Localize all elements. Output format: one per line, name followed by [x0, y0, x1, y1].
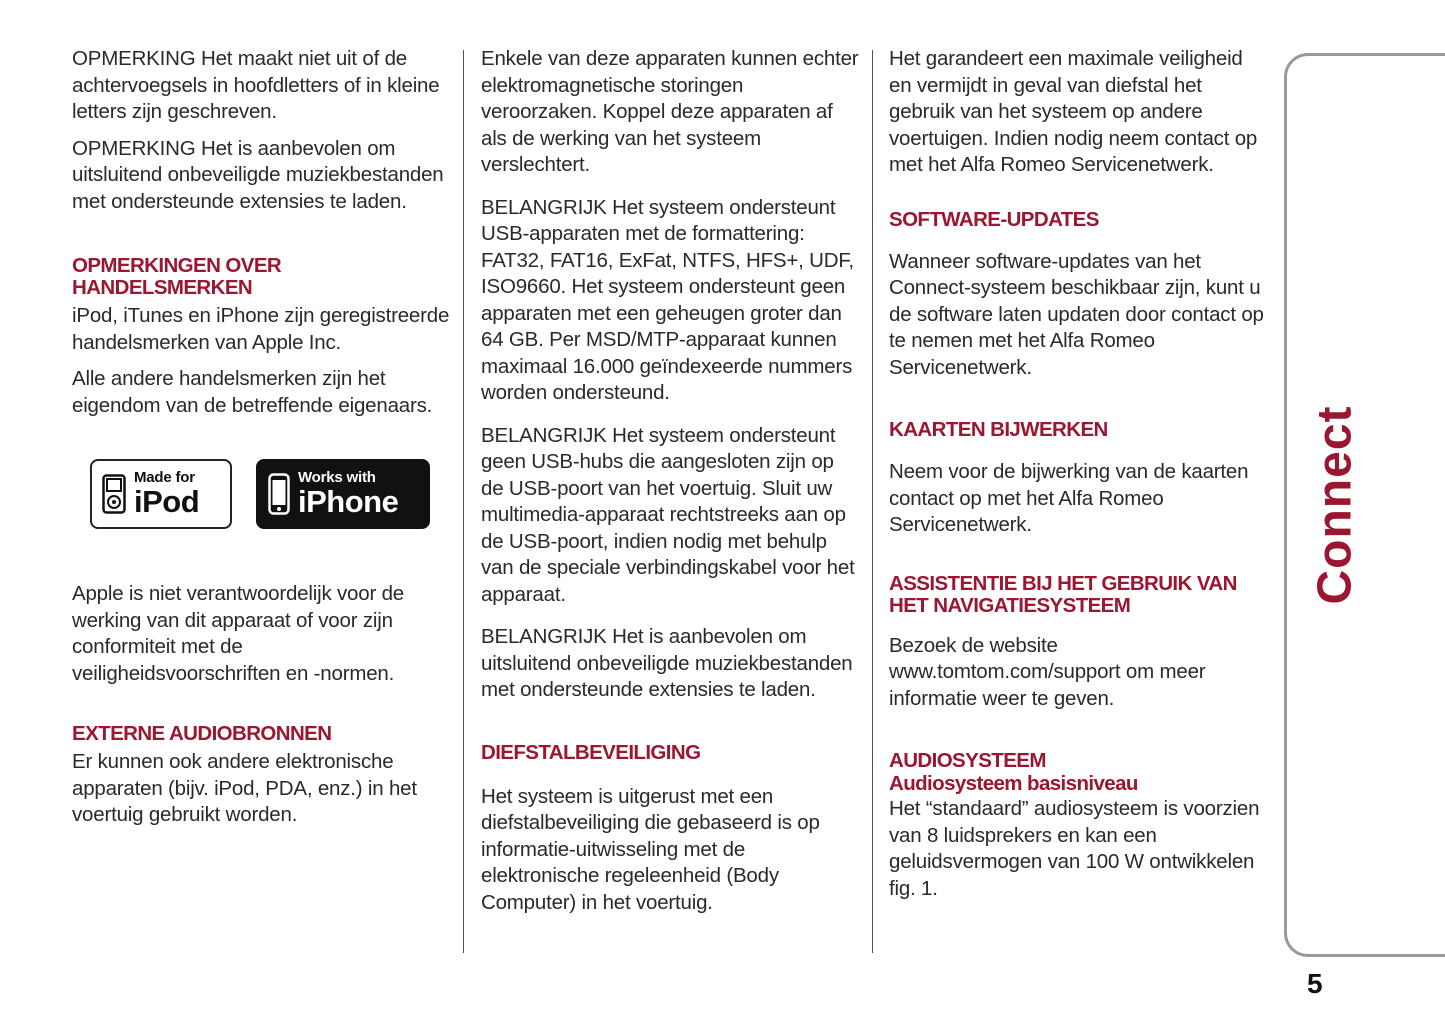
- usb-hubs-note: BELANGRIJK Het systeem ondersteunt geen USB-hubs die aangesloten zijn op de USB-poort van het voertuig. Sluit uw multimedia-apparaat rechtstreeks aan op de USB-poort, indien nodig met behulp van de speciale verbindingskabel voor het apparaat.: [481, 423, 855, 606]
- apple-logos: [90, 459, 452, 529]
- navigation-assist-text: Bezoek de website www.tomtom.com/support om meer informatie weer te geven.: [889, 633, 1206, 710]
- theft-protection-text: Het systeem is uitgerust met een diefstalbeveiliging die gebaseerd is op informatie-uitwisseling met de elektronische regeleenheid (Body Computer) in het voertuig.: [481, 784, 820, 914]
- usb-formats-note: BELANGRIJK Het systeem ondersteunt USB-apparaten met de formattering: FAT32, FAT16, ExFat, NTFS, HFS+, UDF, ISO9660. Het systeem ondersteunt geen apparaten met een geheugen groter dan 64 GB. Per MSD/MTP-apparaat kunnen maximaal 16.000 geïndexeerde nummers worden ondersteund.: [481, 195, 854, 404]
- logo-iphone-big-text: iPhone: [298, 484, 399, 519]
- logo-ipod-big-text: iPod: [134, 484, 200, 519]
- interference-warning: Enkele van deze apparaten kunnen echter elektromagnetische storingen veroorzaken. Koppel deze apparaten af als de werking van het systeem verslechtert.: [481, 47, 859, 176]
- subheading-audio-basic: Audiosysteem basisniveau: [889, 772, 1138, 795]
- column-3: [889, 46, 1269, 912]
- heading-trademarks: OPMERKINGEN OVER HANDELSMERKEN: [72, 254, 282, 299]
- ipod-device-icon: [102, 474, 126, 514]
- page-number: 5: [1307, 968, 1323, 999]
- works-with-iphone-logo: [256, 459, 430, 529]
- column-2: [481, 46, 861, 926]
- trademarks-apple: iPod, iTunes en iPhone zijn geregistreerde handelsmerken van Apple Inc.: [72, 304, 450, 354]
- heading-software-updates: SOFTWARE-UPDATES: [889, 207, 1099, 231]
- column-divider-2: [872, 50, 873, 953]
- column-divider-1: [463, 50, 464, 953]
- heading-theft-protection: DIEFSTALBEVEILIGING: [481, 740, 701, 764]
- logo-iphone-small-text: Works with: [298, 469, 376, 486]
- audio-system-text: Het “standaard” audiosysteem is voorzien van 8 luidsprekers en kan een geluidsvermogen van 100 W ontwikkelen fig. 1.: [889, 797, 1260, 900]
- chapter-tab-label: Connect: [1308, 405, 1362, 605]
- made-for-ipod-logo: [90, 459, 232, 529]
- column-1: [72, 46, 452, 839]
- update-maps-text: Neem voor de bijwerking van de kaarten contact op met het Alfa Romeo Servicenetwerk.: [889, 460, 1249, 536]
- heading-external-audio: EXTERNE AUDIOBRONNEN: [72, 722, 332, 745]
- note-suffix-case: OPMERKING Het maakt niet uit of de achtervoegsels in hoofdletters of in kleine letters zijn geschreven.: [72, 47, 440, 123]
- iphone-device-icon: [268, 473, 290, 515]
- trademarks-other: Alle andere handelsmerken zijn het eigendom van de betreffende eigenaars.: [72, 367, 433, 417]
- heading-audio-system: AUDIOSYSTEEM: [889, 749, 1046, 772]
- external-audio-text: Er kunnen ook andere elektronische apparaten (bijv. iPod, PDA, enz.) in het voertuig gebruikt worden.: [72, 750, 417, 826]
- software-updates-text: Wanneer software-updates van het Connect-systeem beschikbaar zijn, kunt u de software laten updaten door contact op te nemen met het Alfa Romeo Servicenetwerk.: [889, 249, 1264, 379]
- heading-update-maps: KAARTEN BIJWERKEN: [889, 418, 1108, 441]
- unprotected-files-note: BELANGRIJK Het is aanbevolen om uitsluitend onbeveiligde muziekbestanden met ondersteunde extensies te laden.: [481, 625, 853, 701]
- theft-protection-cont: Het garandeert een maximale veiligheid en vermijdt in geval van diefstal het gebruik van het systeem op andere voertuigen. Indien nodig neem contact op met het Alfa Romeo Servicenetwerk.: [889, 47, 1258, 176]
- logo-ipod-small-text: Made for: [134, 469, 195, 486]
- apple-disclaimer: Apple is niet verantwoordelijk voor de werking van dit apparaat of voor zijn conformiteit met de veiligheidsvoorschriften en -normen.: [72, 582, 404, 685]
- note-unprotected-files: OPMERKING Het is aanbevolen om uitsluitend onbeveiligde muziekbestanden met ondersteunde extensies te laden.: [72, 136, 444, 213]
- heading-navigation-assist: ASSISTENTIE BIJ HET GEBRUIK VAN HET NAVIGATIESYSTEEM: [889, 571, 1237, 617]
